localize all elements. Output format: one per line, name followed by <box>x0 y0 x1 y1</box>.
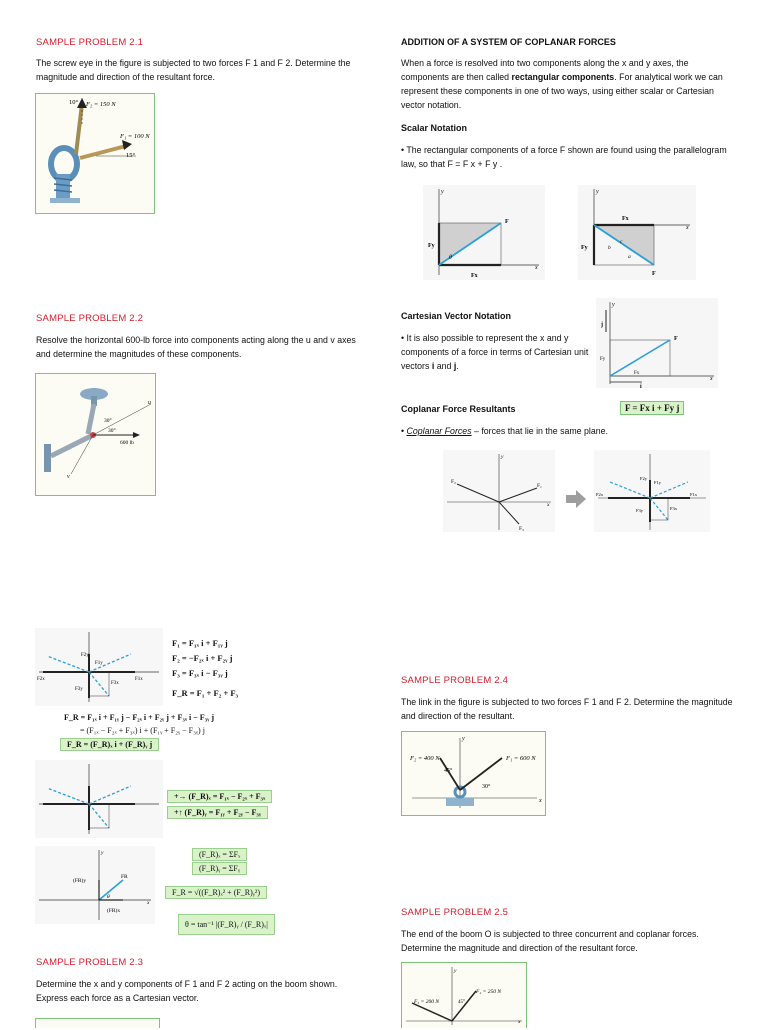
eq-f1: F₁ = F₁ₓ i + F₁ᵧ j <box>172 638 228 648</box>
eq-fr-expand2: = (F₁ₓ − F₂ₓ + F₃ₓ) i + (F₁ᵧ + F₂ᵧ − F₃ᵧ) j <box>80 726 205 735</box>
sp24-heading: SAMPLE PROBLEM 2.4 <box>401 675 509 686</box>
sp21-f1-label: F₁ = 100 N <box>120 133 150 140</box>
sf1-fy: Fy <box>428 243 435 249</box>
cf-x: x <box>710 376 713 382</box>
cartesian-text-i: i <box>431 361 435 371</box>
scalar-text: • The rectangular components of a force F shown are found using the parallelogram law, so that F = F x + F y . <box>401 145 727 169</box>
sp23-heading: SAMPLE PROBLEM 2.3 <box>36 957 144 968</box>
cpd-f3y: F3y <box>636 508 644 513</box>
decomp-f3y: F3y <box>75 687 83 692</box>
sp25-text: The end of the boom O is subjected to three concurrent and coplanar forces. Determine the magnitude and direction of the resultant force. <box>401 929 699 953</box>
coplanar-forces-figure <box>443 450 555 532</box>
scalar-figure-2 <box>578 185 696 280</box>
eq-fr: F_R = F₁ + F₂ + F₃ <box>172 688 239 698</box>
sf1-f: F <box>505 219 509 225</box>
sp25-x: x <box>518 1019 521 1025</box>
cartesian-text-end: . <box>456 361 459 371</box>
res-fry: (FR)y <box>73 878 87 884</box>
cpd-f1x: F1x <box>690 492 698 497</box>
sp25-a45: 45° <box>458 1000 465 1005</box>
cpd-f3x: F3x <box>670 506 678 511</box>
sf2-b: b <box>608 245 611 251</box>
sf1-fx: Fx <box>471 273 478 279</box>
cartesian-text <box>401 331 593 373</box>
cf-f: F <box>674 336 678 342</box>
coplanar-definition: – forces that lie in the same plane. <box>471 426 608 436</box>
sp21-heading: SAMPLE PROBLEM 2.1 <box>36 37 144 48</box>
sf2-c: c <box>620 239 623 245</box>
scalar-figure-1 <box>423 185 545 280</box>
addition-text-a: When a force is resolved into two components along the x and y axes, the components are then called <box>401 58 689 82</box>
sp21-text: The screw eye in the figure is subjected to two forces F 1 and F 2. Determine the magnitude and direction of the resultant force. <box>36 58 351 82</box>
sp22-force: 600 lb <box>120 440 134 446</box>
decomp-f1x: F1x <box>135 677 143 682</box>
sf2-fy: Fy <box>581 245 588 251</box>
eq-fr-expand1: F_R = F₁ₓ i + F₁ᵧ j − F₂ₓ i + F₂ᵧ j + F₃ₓ i − F₃ᵧ j <box>64 713 215 722</box>
res-y: y <box>101 850 104 856</box>
cp-y: y <box>501 454 504 460</box>
eq-magnitude: F_R = √((F_R)ₓ² + (F_R)ᵧ²) <box>165 886 267 899</box>
left-decomp-figure <box>35 628 163 706</box>
sp24-a30: 30° <box>482 784 491 790</box>
eq-fr-final: F_R = (F_R)ₓ i + (F_R)ᵧ j <box>60 738 159 751</box>
coplanar-formula: F = Fx i + Fy j <box>620 401 684 415</box>
cpd-f2x: F2x <box>596 492 604 497</box>
sp24-text: The link in the figure is subjected to two forces F 1 and F 2. Determine the magnitude and direction of the resultant. <box>401 697 733 721</box>
sf1-x: x <box>535 265 538 271</box>
res-fr: FR <box>121 874 128 880</box>
sp24-a45: 45° <box>444 768 453 774</box>
sp24-f2: F₂ = 400 N <box>410 755 440 762</box>
cp-f1: F₁ <box>537 483 542 489</box>
eq-sigma-y: (F_R)ᵧ = ΣFᵧ <box>192 862 247 875</box>
sp25-f3-arrow <box>412 1003 452 1021</box>
sp22-heading: SAMPLE PROBLEM 2.2 <box>36 313 144 324</box>
res-theta: θ <box>107 894 110 900</box>
cartesian-heading: Cartesian Vector Notation <box>401 311 512 321</box>
cf-fy: Fy <box>600 357 606 362</box>
sp21-f2-arrow <box>76 104 82 154</box>
eq-sum-y: +↑ (F_R)ᵧ = F₁ᵧ + F₂ᵧ − F₃ᵧ <box>167 806 268 819</box>
sp25-f2-arrow <box>452 991 476 1021</box>
cartesian-text-a: • It is also possible to represent the x and y components of a force in terms of Cartesian unit vectors <box>401 333 589 371</box>
res-frx: (FR)x <box>107 908 121 914</box>
eq-sigma-x: (F_R)ₓ = ΣFₓ <box>192 848 247 861</box>
sf2-y: y <box>596 189 599 195</box>
eq-f2: F₂ = −F₂ₓ i + F₂ᵧ j <box>172 653 233 663</box>
cf-j: j <box>601 322 603 328</box>
resultant-figure <box>35 846 155 924</box>
res-x: x <box>147 900 150 906</box>
decomp-f3x: F3x <box>111 681 119 686</box>
sp25-f2: F₂ = 250 N <box>476 989 502 995</box>
cp-x: x <box>547 502 550 508</box>
coplanar-term: Coplanar Forces <box>406 426 472 436</box>
sf2-x: x <box>686 225 689 231</box>
sp24-f2-arrow <box>440 758 460 790</box>
cf-y: y <box>612 302 615 308</box>
sp25-heading: SAMPLE PROBLEM 2.5 <box>401 907 509 918</box>
coplanar-text <box>401 424 735 438</box>
decomp-f2x: F2x <box>37 677 45 682</box>
cf-i: i <box>640 384 642 388</box>
sp22-a2: 30° <box>108 428 116 434</box>
cp-f3: F₃ <box>519 526 524 532</box>
sf1-y: y <box>441 189 444 195</box>
cpd-f1y: F1y <box>654 480 662 485</box>
sp22-a1: 30° <box>104 418 112 424</box>
scalar-heading: Scalar Notation <box>401 123 468 133</box>
sp24-figure <box>401 731 546 816</box>
decomp-f2y: F2y <box>81 653 89 658</box>
transform-arrow-icon <box>566 490 586 508</box>
cp-f2: F₂ <box>451 479 456 485</box>
addition-text <box>401 56 735 112</box>
sp21-angle-top: 10° <box>69 99 79 106</box>
eq-f3: F₃ = F₃ₓ i − F₃ᵧ j <box>172 668 228 678</box>
sp23-figure <box>35 1018 160 1028</box>
sf2-a: a <box>628 254 631 260</box>
addition-text-bold: rectangular components <box>511 72 615 82</box>
sp22-v: v <box>67 474 70 480</box>
sp21-figure <box>35 93 155 214</box>
sp22-text: Resolve the horizontal 600-lb force into components acting along the u and v axes and determine the magnitudes of these components. <box>36 335 356 359</box>
decomp-f1y: F1y <box>95 661 103 666</box>
coplanar-decomp-figure <box>594 450 710 532</box>
coplanar-bullet: • <box>401 426 407 436</box>
sp24-f1: F₁ = 600 N <box>506 755 536 762</box>
cpd-f2y: F2y <box>640 476 648 481</box>
cartesian-text-and: and <box>434 361 454 371</box>
sp22-u: u <box>148 400 151 406</box>
sp25-figure <box>401 962 527 1028</box>
sp24-y: y <box>462 736 465 742</box>
left-decomp-figure-2 <box>35 760 163 838</box>
sp21-f2-label: F₂ = 150 N <box>86 101 116 108</box>
coplanar-heading: Coplanar Force Resultants <box>401 404 516 414</box>
cartesian-figure <box>596 298 718 388</box>
addition-heading: ADDITION OF A SYSTEM OF COPLANAR FORCES <box>401 37 616 47</box>
sp23-text: Determine the x and y components of F 1 and F 2 acting on the boom shown. Express each force as a Cartesian vector. <box>36 979 338 1003</box>
sf2-fx: Fx <box>622 216 629 222</box>
eq-sum-x: +→ (F_R)ₓ = F₁ₓ − F₂ₓ + F₃ₓ <box>167 790 272 803</box>
sp24-x: x <box>539 798 542 804</box>
sf2-f: F <box>652 271 656 277</box>
addition-text-b: . For analytical work we can represent these components in one of two ways, using either scalar or Cartesian vector notation. <box>401 72 723 110</box>
sp21-angle-right: 15° <box>126 152 136 159</box>
sp25-y: y <box>454 968 457 974</box>
sf1-theta: θ <box>449 255 452 261</box>
cartesian-text-j: j <box>453 361 457 371</box>
eq-theta: θ = tan⁻¹ |(F_R)ᵧ / (F_R)ₓ| <box>178 914 275 935</box>
sp24-f1-arrow <box>460 758 502 790</box>
sp25-f3: F₃ = 200 N <box>414 999 440 1005</box>
cf-fx: Fx <box>634 371 640 376</box>
sp22-figure <box>35 373 156 496</box>
